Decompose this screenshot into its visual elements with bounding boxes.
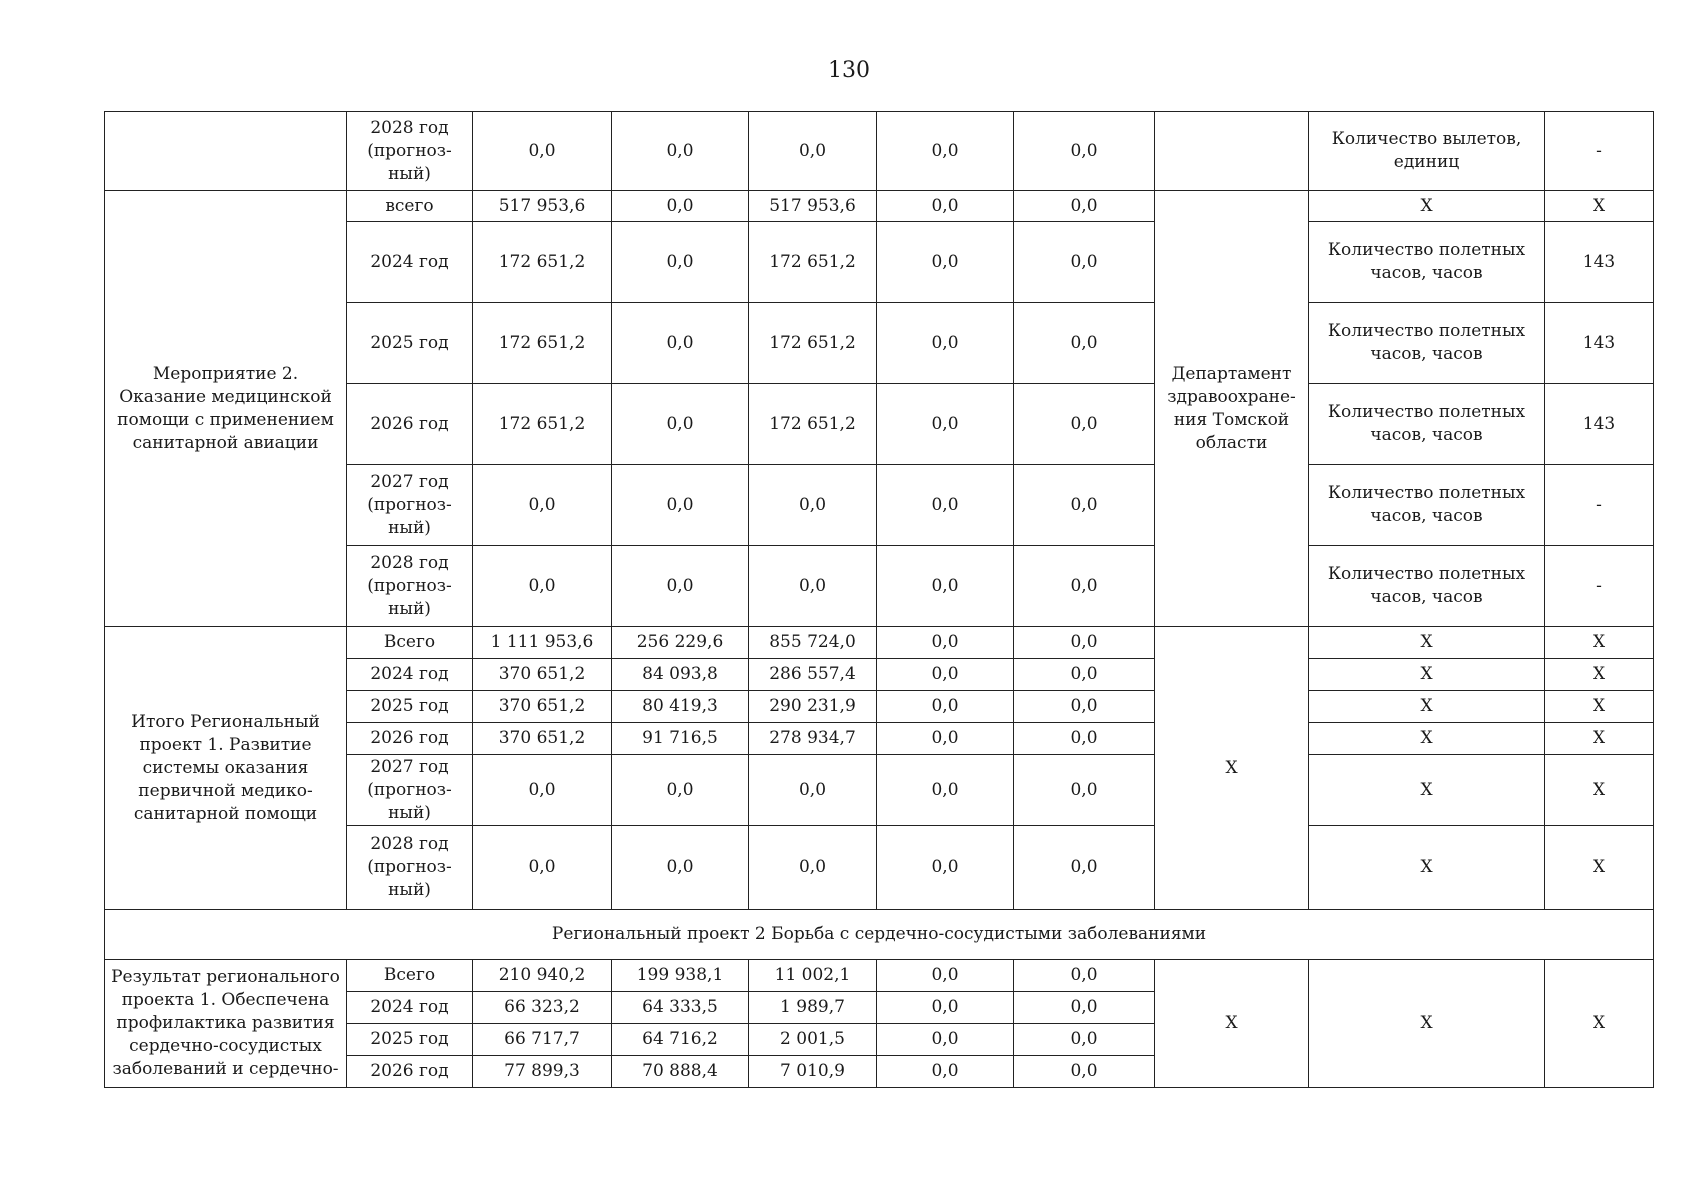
responsible-cell: Департамент здравоохране-ния Томской области (1155, 191, 1309, 627)
value-cell: 370 651,2 (473, 723, 612, 755)
year-cell: 2027 год (прогноз-ный) (347, 465, 473, 546)
value-cell: 0,0 (877, 826, 1014, 910)
indicator-cell: Количество полетных часов, часов (1309, 303, 1545, 384)
value-cell: 278 934,7 (749, 723, 877, 755)
target-cell: Х (1545, 691, 1654, 723)
value-cell: 172 651,2 (473, 384, 612, 465)
value-cell: 0,0 (612, 826, 749, 910)
year-cell: 2024 год (347, 659, 473, 691)
year-cell: 2025 год (347, 691, 473, 723)
value-cell: 172 651,2 (749, 384, 877, 465)
section-header-row (105, 910, 1654, 960)
target-cell: Х (1545, 960, 1654, 1088)
value-cell: 77 899,3 (473, 1056, 612, 1088)
value-cell: 0,0 (1014, 303, 1155, 384)
value-cell: 0,0 (612, 303, 749, 384)
table-row (105, 191, 1654, 222)
value-cell: 0,0 (1014, 1056, 1155, 1088)
value-cell: 66 717,7 (473, 1024, 612, 1056)
target-cell: - (1545, 546, 1654, 627)
year-cell: 2026 год (347, 384, 473, 465)
table-row (105, 960, 1654, 992)
section-header: Региональный проект 2 Борьба с сердечно-сосудистыми заболеваниями (105, 910, 1654, 960)
value-cell: 0,0 (749, 546, 877, 627)
result-name-cell: Результат регионального проекта 1. Обеспечена профилактика развития сердечно-сосудистых заболеваний и сердечно- (105, 960, 347, 1088)
value-cell: 0,0 (749, 112, 877, 191)
year-cell: 2024 год (347, 992, 473, 1024)
value-cell: 64 716,2 (612, 1024, 749, 1056)
indicator-cell: Количество полетных часов, часов (1309, 465, 1545, 546)
value-cell: 70 888,4 (612, 1056, 749, 1088)
value-cell: 0,0 (1014, 992, 1155, 1024)
value-cell: 0,0 (1014, 546, 1155, 627)
responsible-cell: Х (1155, 627, 1309, 910)
value-cell: 0,0 (473, 546, 612, 627)
value-cell: 0,0 (612, 112, 749, 191)
target-cell: Х (1545, 627, 1654, 659)
year-cell: всего (347, 191, 473, 222)
value-cell: 0,0 (473, 826, 612, 910)
value-cell: 84 093,8 (612, 659, 749, 691)
responsible-cell: Х (1155, 960, 1309, 1088)
indicator-cell: Х (1309, 960, 1545, 1088)
value-cell: 0,0 (612, 384, 749, 465)
indicator-cell: Х (1309, 191, 1545, 222)
value-cell: 0,0 (877, 1056, 1014, 1088)
year-cell: 2025 год (347, 1024, 473, 1056)
value-cell: 0,0 (749, 755, 877, 826)
value-cell: 0,0 (877, 992, 1014, 1024)
value-cell: 172 651,2 (473, 222, 612, 303)
value-cell: 0,0 (1014, 1024, 1155, 1056)
value-cell: 172 651,2 (473, 303, 612, 384)
value-cell: 7 010,9 (749, 1056, 877, 1088)
value-cell: 0,0 (473, 112, 612, 191)
value-cell: 0,0 (877, 465, 1014, 546)
value-cell: 172 651,2 (749, 303, 877, 384)
value-cell: 855 724,0 (749, 627, 877, 659)
value-cell: 0,0 (1014, 755, 1155, 826)
indicator-cell: Х (1309, 627, 1545, 659)
value-cell: 0,0 (1014, 691, 1155, 723)
target-cell: - (1545, 465, 1654, 546)
target-cell: Х (1545, 723, 1654, 755)
value-cell: 0,0 (877, 627, 1014, 659)
value-cell: 0,0 (877, 1024, 1014, 1056)
target-cell: Х (1545, 826, 1654, 910)
indicator-cell: Количество полетных часов, часов (1309, 222, 1545, 303)
value-cell: 370 651,2 (473, 691, 612, 723)
value-cell: 0,0 (1014, 826, 1155, 910)
year-cell: 2028 год (прогноз-ный) (347, 546, 473, 627)
year-cell: Всего (347, 960, 473, 992)
value-cell: 0,0 (1014, 723, 1155, 755)
indicator-cell: Х (1309, 723, 1545, 755)
page-number: 130 (828, 58, 870, 83)
value-cell: 0,0 (877, 191, 1014, 222)
table-row (105, 627, 1654, 659)
responsible-cell (1155, 112, 1309, 191)
value-cell: 80 419,3 (612, 691, 749, 723)
target-cell: Х (1545, 755, 1654, 826)
value-cell: 0,0 (877, 303, 1014, 384)
value-cell: 0,0 (877, 723, 1014, 755)
value-cell: 0,0 (1014, 191, 1155, 222)
indicator-cell: Х (1309, 826, 1545, 910)
value-cell: 0,0 (877, 659, 1014, 691)
value-cell: 0,0 (877, 112, 1014, 191)
value-cell: 0,0 (749, 826, 877, 910)
value-cell: 0,0 (612, 755, 749, 826)
value-cell: 0,0 (1014, 112, 1155, 191)
table-row (105, 112, 1654, 191)
year-cell: Всего (347, 627, 473, 659)
indicator-cell: Х (1309, 755, 1545, 826)
value-cell: 1 111 953,6 (473, 627, 612, 659)
value-cell: 91 716,5 (612, 723, 749, 755)
value-cell: 0,0 (473, 755, 612, 826)
indicator-cell: Количество полетных часов, часов (1309, 384, 1545, 465)
year-cell: 2026 год (347, 723, 473, 755)
indicator-cell: Количество вылетов, единиц (1309, 112, 1545, 191)
value-cell: 290 231,9 (749, 691, 877, 723)
value-cell: 0,0 (473, 465, 612, 546)
indicator-cell: Х (1309, 659, 1545, 691)
value-cell: 0,0 (1014, 465, 1155, 546)
value-cell: 64 333,5 (612, 992, 749, 1024)
value-cell: 0,0 (877, 755, 1014, 826)
year-cell: 2026 год (347, 1056, 473, 1088)
value-cell: 517 953,6 (473, 191, 612, 222)
value-cell: 0,0 (1014, 222, 1155, 303)
value-cell: 0,0 (877, 691, 1014, 723)
target-cell: Х (1545, 659, 1654, 691)
year-cell: 2024 год (347, 222, 473, 303)
value-cell: 0,0 (1014, 627, 1155, 659)
indicator-cell: Количество полетных часов, часов (1309, 546, 1545, 627)
year-cell: 2025 год (347, 303, 473, 384)
value-cell: 0,0 (877, 384, 1014, 465)
value-cell: 172 651,2 (749, 222, 877, 303)
value-cell: 0,0 (877, 546, 1014, 627)
indicator-cell: Х (1309, 691, 1545, 723)
value-cell: 0,0 (877, 960, 1014, 992)
total-name-cell: Итого Региональный проект 1. Развитие системы оказания первичной медико-санитарной помощи (105, 627, 347, 910)
value-cell: 286 557,4 (749, 659, 877, 691)
value-cell: 11 002,1 (749, 960, 877, 992)
value-cell: 1 989,7 (749, 992, 877, 1024)
value-cell: 210 940,2 (473, 960, 612, 992)
year-cell: 2028 год (прогноз-ный) (347, 826, 473, 910)
target-cell: 143 (1545, 384, 1654, 465)
value-cell: 256 229,6 (612, 627, 749, 659)
year-cell: 2027 год (прогноз-ный) (347, 755, 473, 826)
value-cell: 2 001,5 (749, 1024, 877, 1056)
budget-table (104, 111, 1654, 1088)
event-name-cell: Мероприятие 2. Оказание медицинской помощи с применением санитарной авиации (105, 191, 347, 627)
value-cell: 0,0 (612, 465, 749, 546)
value-cell: 370 651,2 (473, 659, 612, 691)
value-cell: 0,0 (1014, 384, 1155, 465)
value-cell: 0,0 (612, 222, 749, 303)
value-cell: 0,0 (749, 465, 877, 546)
value-cell: 0,0 (1014, 960, 1155, 992)
value-cell: 0,0 (1014, 659, 1155, 691)
target-cell: - (1545, 112, 1654, 191)
name-cell (105, 112, 347, 191)
value-cell: 0,0 (612, 191, 749, 222)
value-cell: 0,0 (877, 222, 1014, 303)
year-cell: 2028 год (прогноз-ный) (347, 112, 473, 191)
value-cell: 66 323,2 (473, 992, 612, 1024)
target-cell: Х (1545, 191, 1654, 222)
value-cell: 0,0 (612, 546, 749, 627)
target-cell: 143 (1545, 222, 1654, 303)
target-cell: 143 (1545, 303, 1654, 384)
value-cell: 199 938,1 (612, 960, 749, 992)
value-cell: 517 953,6 (749, 191, 877, 222)
